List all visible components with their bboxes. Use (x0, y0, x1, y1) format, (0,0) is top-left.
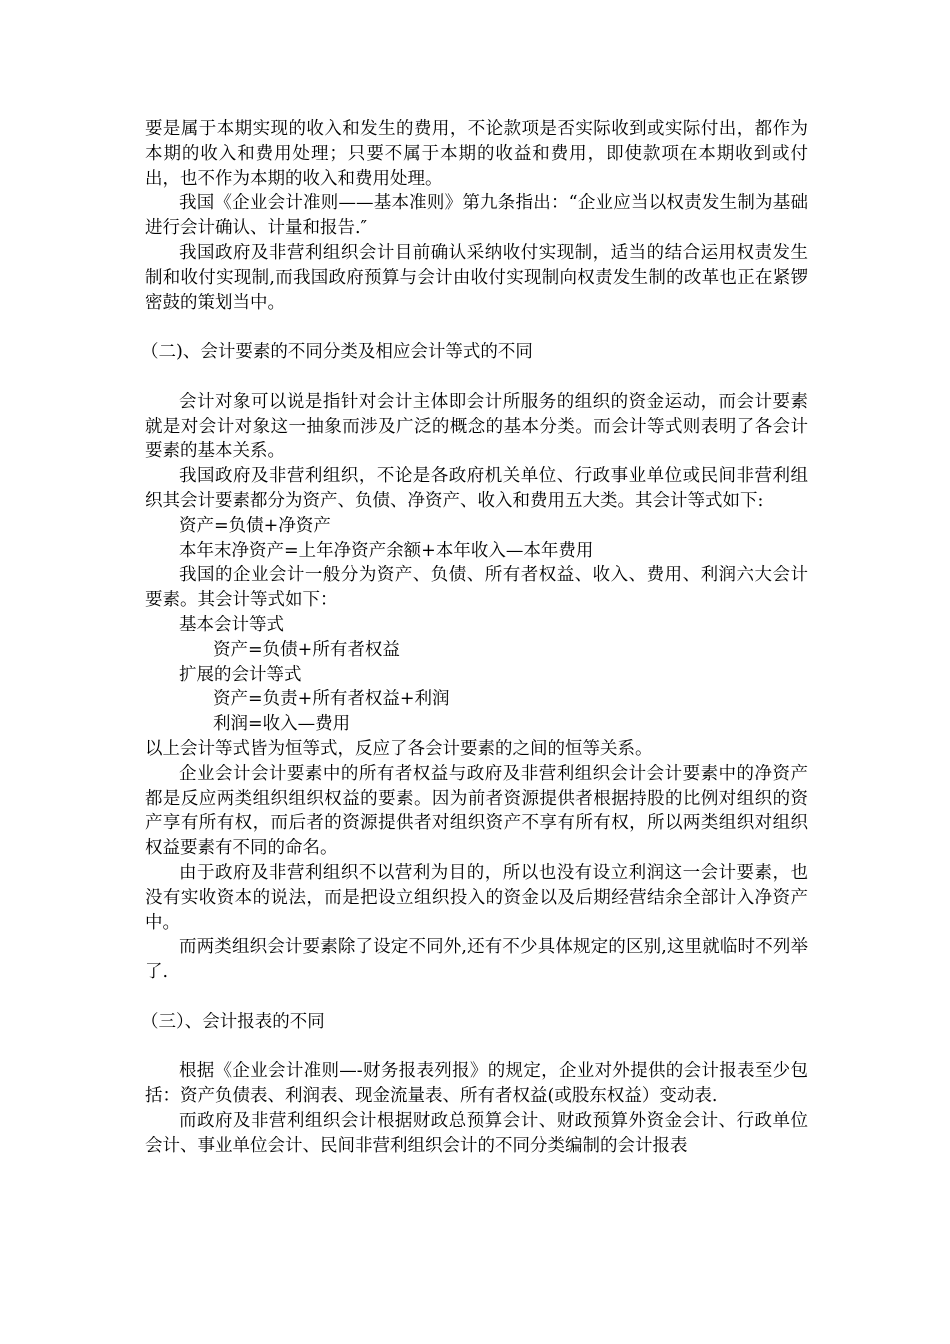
document-page (141, 117, 808, 1158)
section-heading-2: （二)、会计要素的不同分类及相应会计等式的不同 (141, 342, 533, 363)
paragraph-government-elements: 我国政府及非营利组织，不论是各政府机关单位、行政事业单位或民间非营利组织其会计要素都分为资产、负债、净资产、收入和费用五大类。其会计等式如下: (145, 466, 808, 511)
paragraph-government-reports: 而政府及非营利组织会计根据财政总预算会计、财政预算外资金会计、行政单位会计、事业单位会计、民间非营利组织会计的不同分类编制的会计报表 (145, 1110, 808, 1156)
paragraph-accounting-object: 会计对象可以说是指针对会计主体即会计所服务的组织的资金运动，而会计要素就是对会计对象这一抽象而涉及广泛的概念的基本分类。而会计等式则表明了各会计要素的基本关系。 (145, 391, 808, 462)
section-heading-3: （三）、会计报表的不同 (141, 1011, 325, 1032)
spacer (145, 985, 808, 1010)
equation-year-end-net-assets: 本年末净资产=上年净资产余额+本年收入—本年费用 (179, 540, 594, 561)
paragraph-accrual-definition: 要是属于本期实现的收入和发生的费用，不论款项是否实际收到或实际付出，都作为本期的收入和费用处理；只要不属于本期的收益和费用，即使款项在本期收到或付出，也不作为本期的收入和费用处理。 (145, 119, 808, 189)
equation-extended-2: 利润=收入—费用 (213, 714, 351, 735)
equation-extended-1: 资产=负责+所有者权益+利润 (213, 689, 450, 710)
spacer (145, 315, 808, 340)
label-extended-equation: 扩展的会计等式 (179, 664, 302, 685)
label-basic-equation: 基本会计等式 (179, 614, 284, 635)
paragraph-other-differences: 而两类组织会计要素除了设定不同外,还有不少具体规定的区别,这里就临时不列举了. (145, 937, 808, 983)
spacer (145, 365, 808, 390)
paragraph-enterprise-elements: 我国的企业会计一般分为资产、负债、所有者权益、收入、费用、利润六大会计要素。其会计等式如下： (145, 565, 808, 611)
paragraph-basic-standard: 我国《企业会计准则——基本准则》第九条指出：“企业应当以权责发生制为基础进行会计确认、计量和报告.″ (145, 193, 808, 239)
equation-assets-net-assets: 资产=负债+净资产 (179, 515, 331, 536)
equation-basic: 资产=负债+所有者权益 (213, 639, 400, 660)
spacer (145, 1034, 808, 1059)
paragraph-government-basis: 我国政府及非营利组织会计目前确认采纳收付实现制，适当的结合运用权责发生制和收付实现制,而我国政府预算与会计由收付实现制向权责发生制的改革也正在紧锣密鼓的策划当中。 (145, 242, 808, 313)
paragraph-owners-equity: 企业会计会计要素中的所有者权益与政府及非营利组织会计会计要素中的净资产都是反应两类组织组织权益的要素。因为前者资源提供者根据持股的比例对组织的资产享有所有权，而后者的资源提供者对组织资产不享有所有权，所以两类组织对组织权益要素有不同的命名。 (145, 763, 808, 859)
paragraph-non-profit: 由于政府及非营利组织不以营利为目的，所以也没有设立利润这一会计要素，也没有实收资本的说法，而是把设立组织投入的资金以及后期经营结余全部计入净资产中。 (145, 862, 808, 933)
paragraph-enterprise-reports: 根据《企业会计准则—-财务报表列报》的规定，企业对外提供的会计报表至少包括：资产负债表、利润表、现金流量表、所有者权益(或股东权益）变动表. (145, 1061, 808, 1107)
paragraph-identities: 以上会计等式皆为恒等式，反应了各会计要素的之间的恒等关系。 (145, 738, 653, 759)
